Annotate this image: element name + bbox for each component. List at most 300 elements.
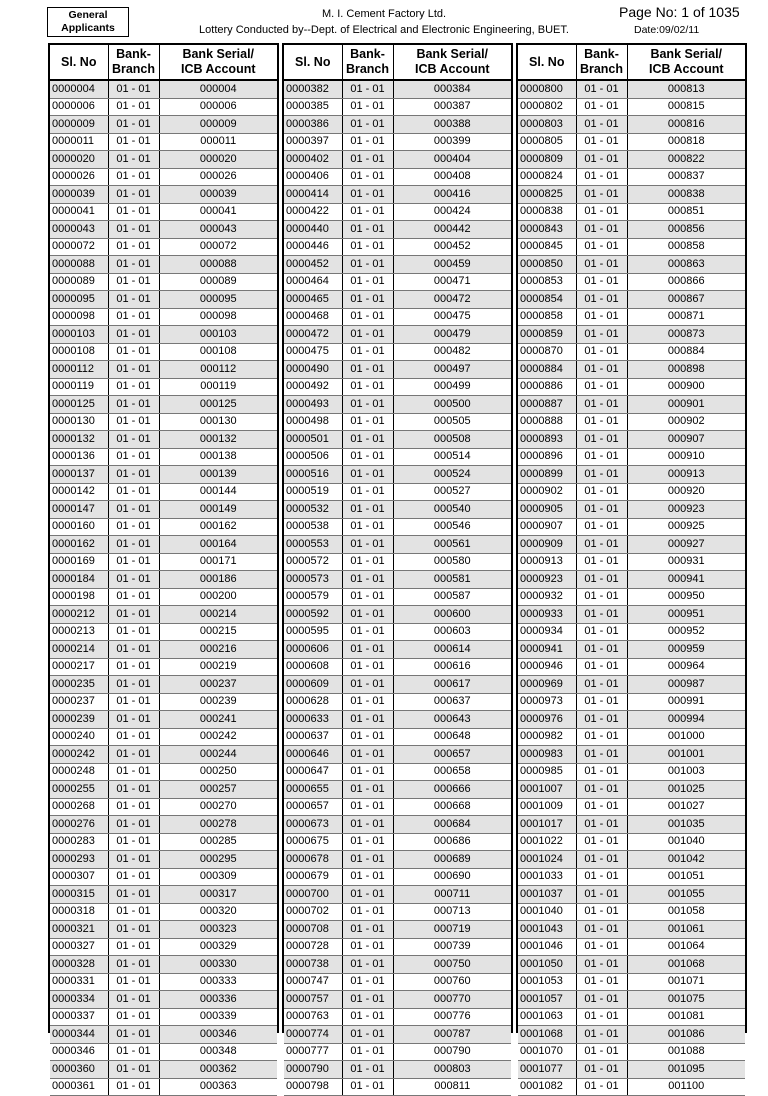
table-row [50, 98, 277, 116]
table-row [50, 816, 277, 834]
bank-branch-cell: 01 - 01 [576, 221, 627, 239]
table-row [50, 553, 277, 571]
sl-no-cell: 0000498 [284, 413, 342, 431]
results-section-2 [282, 43, 513, 1093]
table-row [518, 483, 745, 501]
sl-no-cell: 0001043 [518, 921, 576, 939]
sl-no-cell: 0000913 [518, 553, 576, 571]
bank-branch-cell: 01 - 01 [342, 448, 393, 466]
bank-branch-cell: 01 - 01 [576, 938, 627, 956]
icb-account-cell: 000138 [159, 448, 277, 466]
table-row [518, 1078, 745, 1096]
bank-branch-cell: 01 - 01 [342, 326, 393, 344]
sl-no-cell: 0000327 [50, 938, 108, 956]
bank-branch-cell: 01 - 01 [108, 921, 159, 939]
results-section-1 [48, 43, 279, 1093]
sl-no-cell: 0000798 [284, 1078, 342, 1096]
sl-no-cell: 0000276 [50, 816, 108, 834]
icb-account-cell: 000616 [393, 658, 511, 676]
bank-branch-cell: 01 - 01 [576, 396, 627, 414]
bank-branch-cell: 01 - 01 [342, 921, 393, 939]
table-row [518, 361, 745, 379]
table-row [518, 868, 745, 886]
bank-branch-cell: 01 - 01 [108, 168, 159, 186]
sl-no-cell: 0000609 [284, 676, 342, 694]
page-number: Page No: 1 of 1035 [619, 4, 740, 20]
icb-account-cell: 000902 [627, 413, 745, 431]
sl-no-cell: 0000708 [284, 921, 342, 939]
table-row [518, 273, 745, 291]
sl-no-cell: 0000142 [50, 483, 108, 501]
icb-account-cell: 000658 [393, 763, 511, 781]
bank-branch-cell: 01 - 01 [108, 326, 159, 344]
bank-branch-cell: 01 - 01 [342, 1078, 393, 1096]
sl-no-cell: 0000905 [518, 501, 576, 519]
table-row [284, 483, 511, 501]
lottery-results-sections [48, 43, 747, 1093]
sl-no-cell: 0000728 [284, 938, 342, 956]
bank-branch-cell: 01 - 01 [576, 168, 627, 186]
table-row [50, 746, 277, 764]
sl-no-cell: 0000738 [284, 956, 342, 974]
sl-no-cell: 0000909 [518, 536, 576, 554]
bank-branch-cell: 01 - 01 [342, 483, 393, 501]
table-row [50, 903, 277, 921]
table-row [284, 973, 511, 991]
bank-branch-cell: 01 - 01 [342, 80, 393, 98]
sl-no-cell: 0000646 [284, 746, 342, 764]
icb-account-cell: 000527 [393, 483, 511, 501]
sl-no-cell: 0000853 [518, 273, 576, 291]
icb-account-cell: 000011 [159, 133, 277, 151]
sl-no-cell: 0000985 [518, 763, 576, 781]
icb-account-cell: 000244 [159, 746, 277, 764]
icb-account-cell: 000941 [627, 571, 745, 589]
sl-no-cell: 0000422 [284, 203, 342, 221]
icb-account-cell: 000614 [393, 641, 511, 659]
icb-account-cell: 000482 [393, 343, 511, 361]
icb-account-cell: 000713 [393, 903, 511, 921]
icb-account-cell: 000760 [393, 973, 511, 991]
table-row [284, 133, 511, 151]
table-row [518, 746, 745, 764]
icb-account-cell: 001001 [627, 746, 745, 764]
icb-account-cell: 000866 [627, 273, 745, 291]
bank-branch-cell: 01 - 01 [342, 98, 393, 116]
bank-branch-cell: 01 - 01 [108, 903, 159, 921]
table-row [50, 1008, 277, 1026]
sl-no-cell: 0000923 [518, 571, 576, 589]
table-row [284, 781, 511, 799]
icb-account-cell: 001081 [627, 1008, 745, 1026]
icb-account-cell: 000278 [159, 816, 277, 834]
bank-branch-cell: 01 - 01 [108, 588, 159, 606]
icb-account-cell: 000237 [159, 676, 277, 694]
table-row [518, 151, 745, 169]
icb-account-cell: 000657 [393, 746, 511, 764]
bank-branch-cell: 01 - 01 [342, 1061, 393, 1079]
sl-no-cell: 0000006 [50, 98, 108, 116]
bank-branch-cell: 01 - 01 [108, 431, 159, 449]
col-header-icb-account: Bank Serial/ ICB Account [393, 45, 511, 80]
sl-no-cell: 0000702 [284, 903, 342, 921]
sl-no-cell: 0000934 [518, 623, 576, 641]
table-row [284, 378, 511, 396]
icb-account-cell: 001000 [627, 728, 745, 746]
icb-account-cell: 000505 [393, 413, 511, 431]
sl-no-cell: 0001082 [518, 1078, 576, 1096]
sl-no-cell: 0000675 [284, 833, 342, 851]
bank-branch-cell: 01 - 01 [576, 98, 627, 116]
bank-branch-cell: 01 - 01 [108, 676, 159, 694]
bank-branch-cell: 01 - 01 [576, 343, 627, 361]
sl-no-cell: 0000237 [50, 693, 108, 711]
sl-no-cell: 0001009 [518, 798, 576, 816]
sl-no-cell: 0000089 [50, 273, 108, 291]
icb-account-cell: 000587 [393, 588, 511, 606]
icb-account-cell: 000043 [159, 221, 277, 239]
table-row [284, 763, 511, 781]
icb-account-cell: 000813 [627, 80, 745, 98]
table-row [50, 256, 277, 274]
icb-account-cell: 000994 [627, 711, 745, 729]
table-row [50, 273, 277, 291]
bank-branch-cell: 01 - 01 [342, 501, 393, 519]
bank-branch-cell: 01 - 01 [342, 711, 393, 729]
table-row [50, 588, 277, 606]
table-row [284, 1043, 511, 1061]
table-row [518, 501, 745, 519]
icb-account-cell: 000923 [627, 501, 745, 519]
table-row [518, 623, 745, 641]
table-row [518, 693, 745, 711]
table-row [50, 938, 277, 956]
table-row [284, 151, 511, 169]
table-row [284, 396, 511, 414]
sl-no-cell: 0000160 [50, 518, 108, 536]
bank-branch-cell: 01 - 01 [108, 80, 159, 98]
bank-branch-cell: 01 - 01 [108, 1026, 159, 1044]
sl-no-cell: 0000088 [50, 256, 108, 274]
icb-account-cell: 001071 [627, 973, 745, 991]
icb-account-cell: 000873 [627, 326, 745, 344]
table-row [284, 221, 511, 239]
bank-branch-cell: 01 - 01 [576, 711, 627, 729]
icb-account-cell: 000950 [627, 588, 745, 606]
icb-account-cell: 000216 [159, 641, 277, 659]
bank-branch-cell: 01 - 01 [576, 448, 627, 466]
sl-no-cell: 0000465 [284, 291, 342, 309]
bank-branch-cell: 01 - 01 [342, 168, 393, 186]
bank-branch-cell: 01 - 01 [576, 1061, 627, 1079]
icb-account-cell: 000026 [159, 168, 277, 186]
bank-branch-cell: 01 - 01 [576, 921, 627, 939]
icb-account-cell: 000471 [393, 273, 511, 291]
icb-account-cell: 000285 [159, 833, 277, 851]
bank-branch-cell: 01 - 01 [342, 116, 393, 134]
sl-no-cell: 0000845 [518, 238, 576, 256]
table-row [284, 291, 511, 309]
icb-account-cell: 000200 [159, 588, 277, 606]
table-row [50, 326, 277, 344]
sl-no-cell: 0000886 [518, 378, 576, 396]
bank-branch-cell: 01 - 01 [576, 273, 627, 291]
sl-no-cell: 0000472 [284, 326, 342, 344]
icb-account-cell: 000719 [393, 921, 511, 939]
sl-no-cell: 0000385 [284, 98, 342, 116]
sl-no-cell: 0000235 [50, 676, 108, 694]
sl-no-cell: 0000893 [518, 431, 576, 449]
table-row [518, 851, 745, 869]
icb-account-cell: 000684 [393, 816, 511, 834]
bank-branch-cell: 01 - 01 [342, 1026, 393, 1044]
bank-branch-cell: 01 - 01 [576, 1043, 627, 1061]
sl-no-cell: 0000255 [50, 781, 108, 799]
sl-no-cell: 0000402 [284, 151, 342, 169]
sl-no-cell: 0000838 [518, 203, 576, 221]
table-row [284, 501, 511, 519]
bank-branch-cell: 01 - 01 [342, 1008, 393, 1026]
bank-branch-cell: 01 - 01 [576, 238, 627, 256]
bank-branch-cell: 01 - 01 [108, 833, 159, 851]
table-row [50, 973, 277, 991]
bank-branch-cell: 01 - 01 [108, 98, 159, 116]
icb-account-cell: 000149 [159, 501, 277, 519]
icb-account-cell: 000668 [393, 798, 511, 816]
table-row [518, 798, 745, 816]
document-title: M. I. Cement Factory Ltd. [321, 8, 447, 20]
sl-no-cell: 0000406 [284, 168, 342, 186]
bank-branch-cell: 01 - 01 [576, 1008, 627, 1026]
sl-no-cell: 0000198 [50, 588, 108, 606]
bank-branch-cell: 01 - 01 [342, 798, 393, 816]
bank-branch-cell: 01 - 01 [108, 413, 159, 431]
bank-branch-cell: 01 - 01 [576, 186, 627, 204]
bank-branch-cell: 01 - 01 [108, 291, 159, 309]
table-row [284, 798, 511, 816]
table-row [284, 256, 511, 274]
bank-branch-cell: 01 - 01 [342, 361, 393, 379]
sl-no-cell: 0000884 [518, 361, 576, 379]
table-row [284, 448, 511, 466]
sl-no-cell: 0001050 [518, 956, 576, 974]
bank-branch-cell: 01 - 01 [576, 291, 627, 309]
icb-account-cell: 000215 [159, 623, 277, 641]
table-row [284, 343, 511, 361]
sl-no-cell: 0000213 [50, 623, 108, 641]
sl-no-cell: 0000475 [284, 343, 342, 361]
sl-no-cell: 0000130 [50, 413, 108, 431]
icb-account-cell: 000295 [159, 851, 277, 869]
icb-account-cell: 000600 [393, 606, 511, 624]
sl-no-cell: 0000802 [518, 98, 576, 116]
bank-branch-cell: 01 - 01 [342, 151, 393, 169]
bank-branch-cell: 01 - 01 [108, 308, 159, 326]
table-row [284, 571, 511, 589]
table-row [518, 903, 745, 921]
sl-no-cell: 0000136 [50, 448, 108, 466]
table-row [50, 168, 277, 186]
icb-account-cell: 000508 [393, 431, 511, 449]
sl-no-cell: 0000169 [50, 553, 108, 571]
bank-branch-cell: 01 - 01 [576, 431, 627, 449]
bank-branch-cell: 01 - 01 [342, 851, 393, 869]
bank-branch-cell: 01 - 01 [576, 80, 627, 98]
sl-no-cell: 0000763 [284, 1008, 342, 1026]
icb-account-cell: 000472 [393, 291, 511, 309]
sl-no-cell: 0001057 [518, 991, 576, 1009]
bank-branch-cell: 01 - 01 [576, 851, 627, 869]
icb-account-cell: 000362 [159, 1061, 277, 1079]
col-header-icb-account: Bank Serial/ ICB Account [627, 45, 745, 80]
bank-branch-cell: 01 - 01 [108, 518, 159, 536]
sl-no-cell: 0000321 [50, 921, 108, 939]
table-row [50, 728, 277, 746]
table-row [50, 781, 277, 799]
sl-no-cell: 0000095 [50, 291, 108, 309]
table-row [518, 816, 745, 834]
table-row [50, 378, 277, 396]
sl-no-cell: 0000414 [284, 186, 342, 204]
icb-account-cell: 000856 [627, 221, 745, 239]
table-row [518, 256, 745, 274]
bank-branch-cell: 01 - 01 [576, 501, 627, 519]
table-row [284, 641, 511, 659]
bank-branch-cell: 01 - 01 [342, 658, 393, 676]
sl-no-cell: 0000532 [284, 501, 342, 519]
table-row [518, 641, 745, 659]
bank-branch-cell: 01 - 01 [342, 343, 393, 361]
table-row [50, 921, 277, 939]
table-row [518, 991, 745, 1009]
icb-account-cell: 000320 [159, 903, 277, 921]
sl-no-cell: 0000212 [50, 606, 108, 624]
sl-no-cell: 0000854 [518, 291, 576, 309]
icb-account-cell: 000787 [393, 1026, 511, 1044]
icb-account-cell: 000987 [627, 676, 745, 694]
sl-no-cell: 0000805 [518, 133, 576, 151]
sl-no-cell: 0000283 [50, 833, 108, 851]
table-row [50, 956, 277, 974]
bank-branch-cell: 01 - 01 [576, 571, 627, 589]
bank-branch-cell: 01 - 01 [108, 378, 159, 396]
table-row [518, 553, 745, 571]
icb-account-cell: 000250 [159, 763, 277, 781]
icb-account-cell: 000920 [627, 483, 745, 501]
sl-no-cell: 0000902 [518, 483, 576, 501]
sl-no-cell: 0000678 [284, 851, 342, 869]
sl-no-cell: 0000125 [50, 396, 108, 414]
sl-no-cell: 0000452 [284, 256, 342, 274]
table-row [518, 413, 745, 431]
bank-branch-cell: 01 - 01 [108, 973, 159, 991]
bank-branch-cell: 01 - 01 [576, 203, 627, 221]
table-row [284, 606, 511, 624]
bank-branch-cell: 01 - 01 [108, 781, 159, 799]
sl-no-cell: 0001007 [518, 781, 576, 799]
sl-no-cell: 0000214 [50, 641, 108, 659]
table-row [284, 466, 511, 484]
sl-no-cell: 0000637 [284, 728, 342, 746]
icb-account-cell: 000910 [627, 448, 745, 466]
icb-account-cell: 000333 [159, 973, 277, 991]
icb-account-cell: 000475 [393, 308, 511, 326]
icb-account-cell: 000095 [159, 291, 277, 309]
sl-no-cell: 0000859 [518, 326, 576, 344]
table-row [518, 1008, 745, 1026]
sl-no-cell: 0000217 [50, 658, 108, 676]
icb-account-cell: 000098 [159, 308, 277, 326]
icb-account-cell: 001042 [627, 851, 745, 869]
icb-account-cell: 000006 [159, 98, 277, 116]
icb-account-cell: 000991 [627, 693, 745, 711]
sl-no-cell: 0000774 [284, 1026, 342, 1044]
icb-account-cell: 000863 [627, 256, 745, 274]
table-row [50, 868, 277, 886]
table-row [284, 693, 511, 711]
sl-no-cell: 0000020 [50, 151, 108, 169]
sl-no-cell: 0000941 [518, 641, 576, 659]
icb-account-cell: 000479 [393, 326, 511, 344]
icb-account-cell: 000088 [159, 256, 277, 274]
table-row [518, 921, 745, 939]
sl-no-cell: 0000501 [284, 431, 342, 449]
bank-branch-cell: 01 - 01 [576, 466, 627, 484]
bank-branch-cell: 01 - 01 [576, 956, 627, 974]
bank-branch-cell: 01 - 01 [342, 536, 393, 554]
sl-no-cell: 0000858 [518, 308, 576, 326]
bank-branch-cell: 01 - 01 [108, 641, 159, 659]
sl-no-cell: 0000633 [284, 711, 342, 729]
table-row [518, 711, 745, 729]
table-row [50, 466, 277, 484]
sl-no-cell: 0000331 [50, 973, 108, 991]
bank-branch-cell: 01 - 01 [108, 798, 159, 816]
table-row [518, 588, 745, 606]
icb-account-cell: 000540 [393, 501, 511, 519]
badge-line-1: General [68, 9, 108, 21]
sl-no-cell: 0000137 [50, 466, 108, 484]
icb-account-cell: 001086 [627, 1026, 745, 1044]
table-row [518, 80, 745, 98]
table-row [50, 991, 277, 1009]
bank-branch-cell: 01 - 01 [108, 693, 159, 711]
icb-account-cell: 000242 [159, 728, 277, 746]
bank-branch-cell: 01 - 01 [108, 763, 159, 781]
table-row [518, 781, 745, 799]
bank-branch-cell: 01 - 01 [576, 816, 627, 834]
icb-account-cell: 000952 [627, 623, 745, 641]
icb-account-cell: 000020 [159, 151, 277, 169]
bank-branch-cell: 01 - 01 [576, 623, 627, 641]
icb-account-cell: 000323 [159, 921, 277, 939]
table-row [284, 991, 511, 1009]
table-row [518, 326, 745, 344]
bank-branch-cell: 01 - 01 [342, 1043, 393, 1061]
icb-account-cell: 000130 [159, 413, 277, 431]
bank-branch-cell: 01 - 01 [342, 238, 393, 256]
icb-account-cell: 000219 [159, 658, 277, 676]
sl-no-cell: 0000492 [284, 378, 342, 396]
sl-no-cell: 0001037 [518, 886, 576, 904]
icb-account-cell: 000581 [393, 571, 511, 589]
icb-account-cell: 000388 [393, 116, 511, 134]
sl-no-cell: 0000700 [284, 886, 342, 904]
bank-branch-cell: 01 - 01 [108, 151, 159, 169]
sl-no-cell: 0000946 [518, 658, 576, 676]
table-row [518, 98, 745, 116]
table-row [284, 168, 511, 186]
